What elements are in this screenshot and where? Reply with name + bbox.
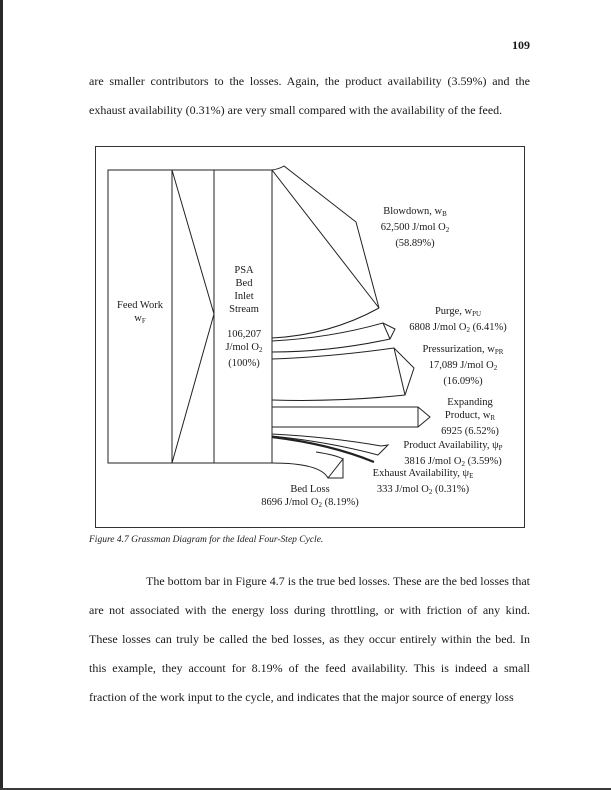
- text-line: are smaller contributors to the losses. Again, the product availability (3.59%) and the: [89, 74, 530, 88]
- exhaust-availability-label: [362, 467, 484, 499]
- blowdown-percent: (58.89%): [395, 238, 435, 249]
- text-line: this example, they account for 8.19% of the feed availability. This is indeed a small: [89, 661, 530, 675]
- inlet-line: PSA: [234, 265, 254, 276]
- feed-arrow: [172, 170, 214, 463]
- page-number: 109: [512, 38, 530, 52]
- product-availability-flow: [272, 434, 388, 455]
- inlet-stream-label: [216, 264, 272, 370]
- text-line: are not associated with the energy loss during throttling, or with friction of any kind.: [89, 603, 530, 617]
- expanding-value: 6925 (6.52%): [441, 426, 499, 437]
- expanding-title: Expanding: [447, 397, 493, 408]
- expanding-product-flow: [272, 407, 430, 427]
- pressurization-label: [410, 343, 516, 388]
- text-line: exhaust availability (0.31%) are very small compared with the availability of the feed.: [89, 103, 503, 117]
- inlet-unit: J/mol $O_2$: [225, 342, 263, 354]
- bed-loss-label: [255, 483, 365, 512]
- pressurization-percent: (16.09%): [443, 376, 483, 387]
- text-line: fraction of the work input to the cycle, and indicates that the major source of energy loss: [89, 690, 514, 704]
- figure-caption: Figure 4.7 Grassman Diagram for the Ideal Four-Step Cycle.: [89, 535, 324, 545]
- product-availability-title: Product Availability, $\psi_P$: [403, 440, 503, 452]
- text-line: These losses can truly be called the bed losses, as they occur entirely within the bed. In: [89, 632, 530, 646]
- inlet-value: 106,207: [226, 329, 262, 340]
- pressurization-arrow: [394, 348, 405, 395]
- blowdown-value: 62,500 J/mol $O_2$: [380, 222, 450, 234]
- blowdown-label: [375, 205, 455, 250]
- inlet-percent: (100%): [228, 358, 260, 369]
- inlet-line: Stream: [229, 304, 259, 315]
- purge-label: [400, 305, 516, 337]
- pressurization-value: 17,089 J/mol $O_2$: [428, 360, 498, 372]
- feed-work-text: Feed Work: [117, 300, 163, 311]
- text-line: The bottom bar in Figure 4.7 is the true bed losses. These are the bed losses that: [146, 574, 530, 588]
- inlet-line: Bed: [235, 278, 253, 289]
- bed-loss-top: [316, 452, 343, 459]
- exhaust-value: 333 J/mol $O_2$ (0.31%): [376, 484, 470, 496]
- product-availability-value: 3816 J/mol $O_2$ (3.59%): [404, 456, 502, 468]
- bed-loss-value: 8696 J/mol $O_2$ (8.19%): [261, 497, 359, 509]
- blowdown-flow: [272, 166, 379, 308]
- blowdown-flow-bottom: [272, 308, 379, 338]
- exhaust-title: Exhaust Availability, $\psi_E$: [372, 468, 474, 480]
- bed-loss-flow: [272, 459, 343, 478]
- bed-loss-title: Bed Loss: [290, 484, 330, 495]
- expanding-symbol: Product, $w_R$: [444, 410, 496, 422]
- purge-arrow: [383, 323, 390, 339]
- feed-work-label: [110, 299, 170, 328]
- feed-work-symbol: $w_F$: [134, 313, 146, 325]
- expanding-product-label: [430, 396, 510, 438]
- paragraph-bottom: [89, 567, 530, 712]
- pressurization-flow: [272, 348, 414, 400]
- purge-title: Purge, $w_{PU}$: [434, 306, 482, 318]
- inlet-line: Inlet: [234, 291, 254, 302]
- exhaust-availability-flow: [272, 437, 374, 462]
- purge-value: 6808 J/mol $O_2$ (6.41%): [409, 322, 507, 334]
- pressurization-title: Pressurization, $w_{PR}$: [422, 344, 504, 356]
- blowdown-title: Blowdown, $w_B$: [383, 206, 447, 218]
